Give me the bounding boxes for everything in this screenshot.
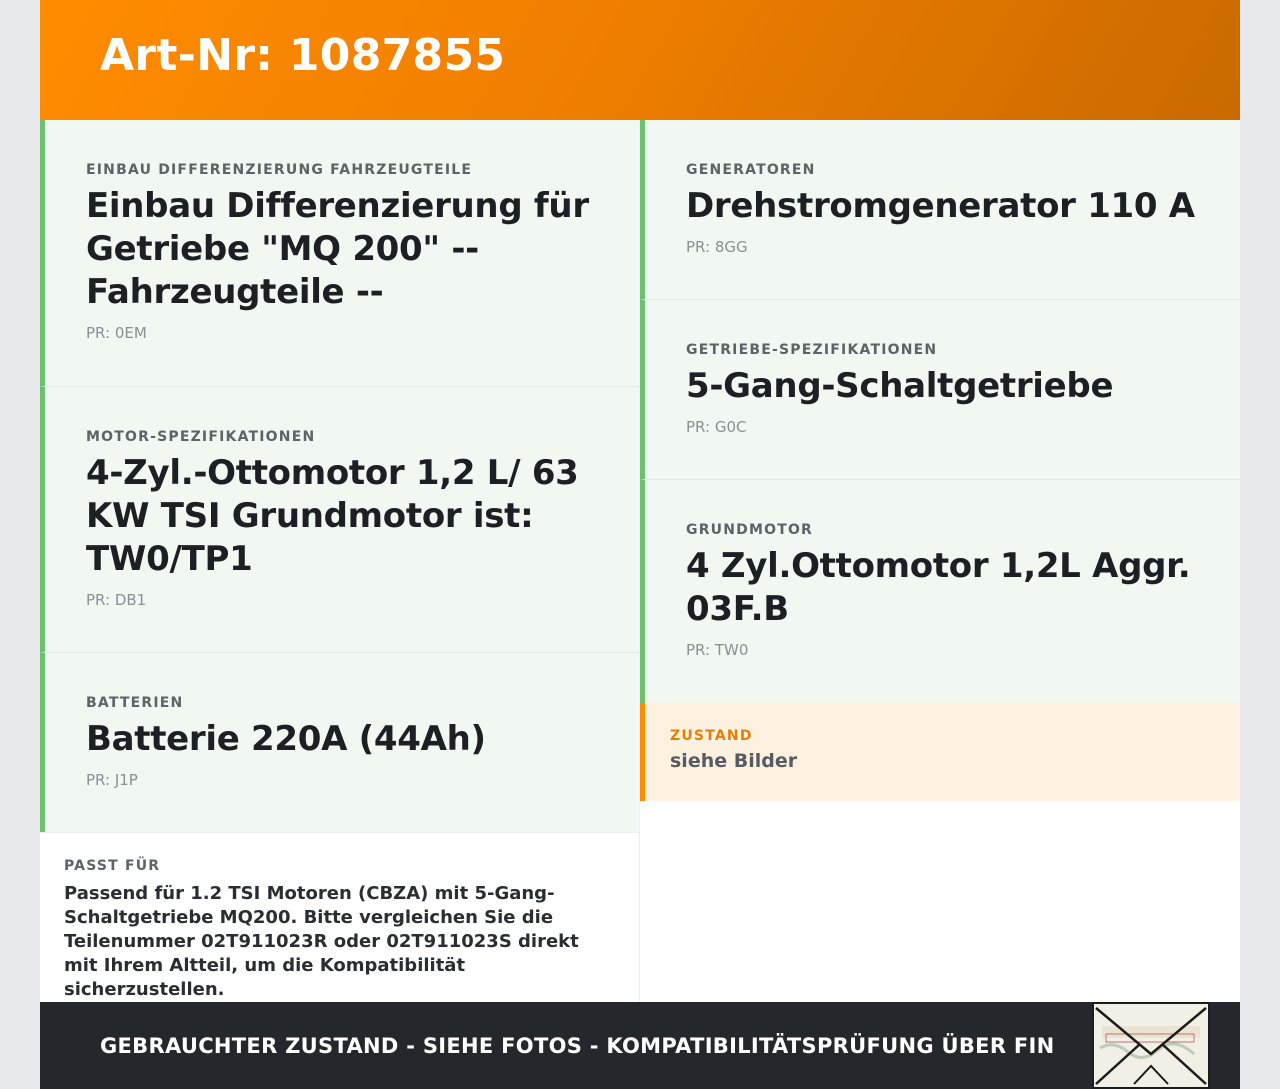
page-header: [40, 0, 1240, 120]
condition-box: [640, 703, 1240, 801]
mail-envelope-icon: [1094, 1004, 1208, 1087]
spec-value: 4 Zyl.Ottomotor 1,2L Aggr. 03F.B: [686, 546, 1191, 629]
envelope-thumbnail[interactable]: [1092, 1002, 1210, 1089]
condition-text: siehe Bilder: [670, 750, 798, 772]
fits-section: [40, 832, 639, 1002]
spec-card-motor: [40, 387, 639, 653]
condition-label: ZUSTAND: [670, 728, 753, 744]
article-number-title: Art-Nr: 1087855: [100, 29, 506, 81]
spec-value: 5-Gang-Schaltgetriebe: [686, 366, 1114, 406]
spec-card-getriebe: [640, 300, 1240, 480]
spec-category: MOTOR-SPEZIFIKATIONEN: [86, 429, 316, 445]
footer-banner: [40, 1002, 1240, 1089]
spec-category: EINBAU DIFFERENZIERUNG FAHRZEUGTEILE: [86, 162, 473, 178]
spec-category: GENERATOREN: [686, 162, 816, 178]
spec-card-batterien: [40, 653, 639, 833]
spec-pr-code: PR: G0C: [686, 418, 747, 436]
spec-pr-code: PR: 8GG: [686, 238, 748, 256]
spec-value: 4-Zyl.-Ottomotor 1,2 L/ 63 KW TSI Grundmotor ist: TW0/TP1: [86, 453, 579, 579]
spec-column-right: [640, 120, 1240, 704]
spec-value: Einbau Differenzierung für Getriebe "MQ 200" -- Fahrzeugteile --: [86, 186, 589, 312]
spec-card-generatoren: [640, 120, 1240, 300]
spec-pr-code: PR: 0EM: [86, 324, 147, 342]
spec-category: GETRIEBE-SPEZIFIKATIONEN: [686, 342, 938, 358]
spec-category: GRUNDMOTOR: [686, 522, 814, 538]
spec-value: Drehstromgenerator 110 A: [686, 186, 1195, 226]
product-page: [40, 0, 1240, 1089]
spec-pr-code: PR: DB1: [86, 591, 147, 609]
fits-label: PASST FÜR: [64, 858, 161, 874]
fits-text: Passend für 1.2 TSI Motoren (CBZA) mit 5-Gang-Schaltgetriebe MQ200. Bitte vergleichen Sie die Teilenummer 02T911023R oder 02T911023S direkt mit Ihrem Altteil, um die Kompatibilität sicherzustellen.: [64, 883, 579, 1000]
spec-category: BATTERIEN: [86, 695, 184, 711]
spec-pr-code: PR: J1P: [86, 771, 138, 789]
spec-card-einbau: [40, 120, 639, 387]
spec-pr-code: PR: TW0: [686, 641, 749, 659]
spec-value: Batterie 220A (44Ah): [86, 719, 486, 759]
spec-card-grundmotor: [640, 480, 1240, 704]
footer-text: GEBRAUCHTER ZUSTAND - SIEHE FOTOS - KOMPATIBILITÄTSPRÜFUNG ÜBER FIN: [100, 1033, 1055, 1058]
